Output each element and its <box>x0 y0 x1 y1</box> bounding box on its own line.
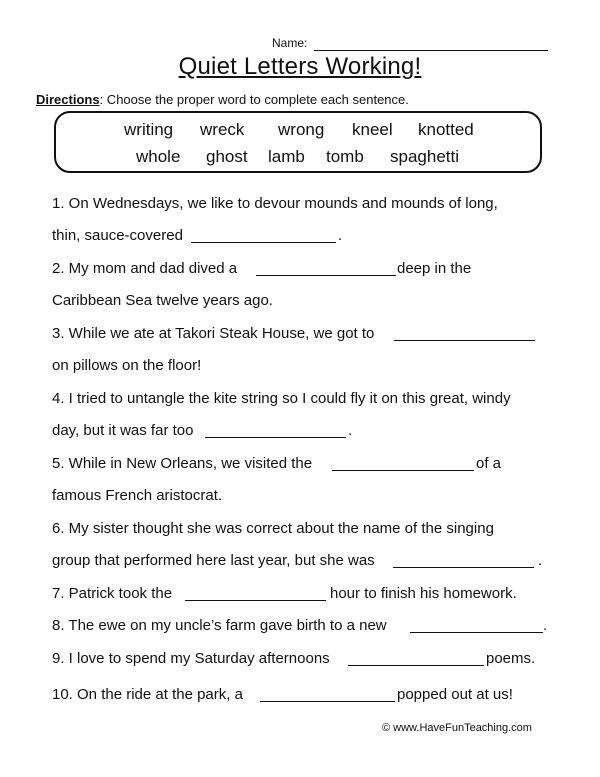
question-8-line-1: 8. The ewe on my uncle’s farm gave birth to a new <box>52 617 387 634</box>
word-bank-item: ghost <box>206 147 248 166</box>
copyright-footer: © www.HaveFunTeaching.com <box>382 722 532 734</box>
answer-blank-6[interactable] <box>393 567 534 568</box>
word-bank-item: spaghetti <box>390 147 459 166</box>
question-10-line-1: 10. On the ride at the park, a <box>52 686 243 703</box>
question-4-punct: . <box>348 422 353 439</box>
answer-blank-9[interactable] <box>348 665 484 666</box>
name-field[interactable] <box>314 50 548 51</box>
question-1-line-2: thin, sauce-covered <box>52 227 183 244</box>
question-4-line-1: 4. I tried to untangle the kite string so I could fly it on this great, windy <box>52 390 511 407</box>
answer-blank-10[interactable] <box>260 701 395 702</box>
directions-text: : Choose the proper word to complete each sentence. <box>99 92 409 107</box>
word-bank-item: lamb <box>268 147 305 166</box>
question-5-line-2: famous French aristocrat. <box>52 487 223 504</box>
answer-blank-1[interactable] <box>191 242 336 243</box>
question-10-after: popped out at us! <box>397 686 513 703</box>
question-2-after: deep in the <box>397 260 472 277</box>
word-bank-item: whole <box>136 147 181 166</box>
word-bank <box>54 111 542 173</box>
answer-blank-7[interactable] <box>185 600 326 601</box>
word-bank-item: wrong <box>278 120 325 139</box>
word-bank-item: knotted <box>418 120 474 139</box>
answer-blank-3[interactable] <box>394 340 535 341</box>
name-label: Name: <box>272 36 308 50</box>
question-7-line-1: 7. Patrick took the <box>52 585 173 602</box>
word-bank-item: wreck <box>200 120 245 139</box>
answer-blank-5[interactable] <box>332 470 474 471</box>
question-2-line-1: 2. My mom and dad dived a <box>52 260 238 277</box>
question-6-punct: . <box>538 552 543 569</box>
page-title: Quiet Letters Working! <box>178 53 422 80</box>
question-3-line-1: 3. While we ate at Takori Steak House, we got to <box>52 325 375 342</box>
question-5-after: of a <box>476 455 502 472</box>
question-8-punct: . <box>543 617 548 634</box>
question-7-after: hour to finish his homework. <box>330 585 517 602</box>
question-6-line-1: 6. My sister thought she was correct about the name of the singing <box>52 520 494 537</box>
question-2-line-2: Caribbean Sea twelve years ago. <box>52 292 273 309</box>
question-9-line-1: 9. I love to spend my Saturday afternoons <box>52 650 330 667</box>
question-9-after: poems. <box>486 650 536 667</box>
answer-blank-4[interactable] <box>205 437 346 438</box>
answer-blank-8[interactable] <box>410 632 543 633</box>
question-3-line-2: on pillows on the floor! <box>52 357 202 374</box>
directions-label: Directions <box>36 92 100 107</box>
question-5-line-1: 5. While in New Orleans, we visited the <box>52 455 313 472</box>
question-4-line-2: day, but it was far too <box>52 422 194 439</box>
word-bank-item: kneel <box>352 120 393 139</box>
word-bank-item: writing <box>124 120 174 139</box>
question-1-punct: . <box>338 227 343 244</box>
question-1-line-1: 1. On Wednesdays, we like to devour mounds and mounds of long, <box>52 195 498 212</box>
word-bank-item: tomb <box>326 147 364 166</box>
answer-blank-2[interactable] <box>256 275 396 276</box>
question-6-line-2: group that performed here last year, but she was <box>52 552 375 569</box>
directions <box>36 92 409 107</box>
